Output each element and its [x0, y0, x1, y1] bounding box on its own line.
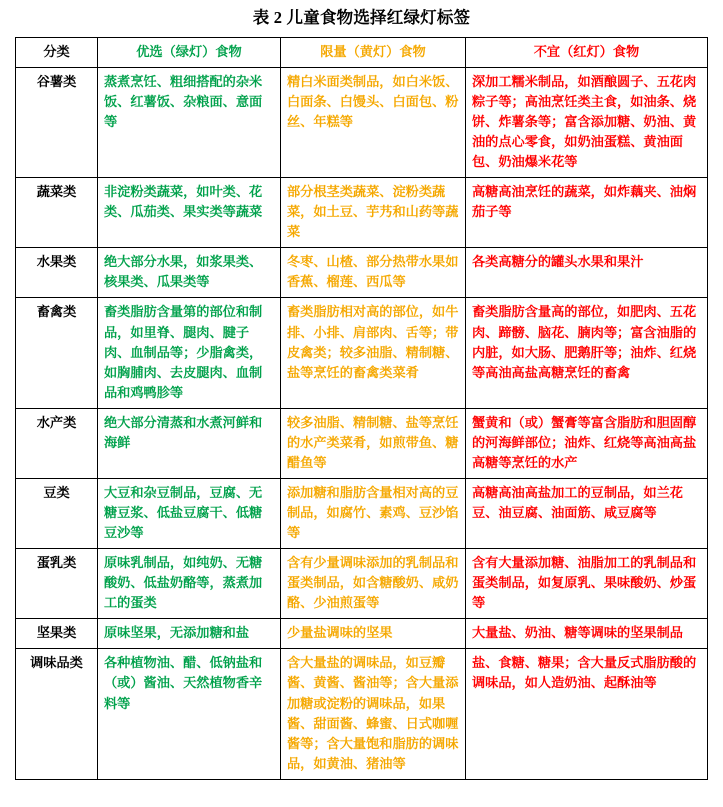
table-body — [16, 67, 708, 779]
cell-yellow: 冬枣、山楂、部分热带水果如香蕉、榴莲、西瓜等 — [281, 248, 466, 298]
cell-category: 畜禽类 — [16, 298, 98, 408]
cell-red: 各类高糖分的罐头水果和果汁 — [466, 248, 708, 298]
cell-green: 绝大部分清蒸和水煮河鲜和海鲜 — [98, 408, 281, 478]
table-row — [16, 408, 708, 478]
cell-red: 畜类脂肪含量高的部位，如肥肉、五花肉、蹄髈、脑花、腩肉等；富含油脂的内脏，如大肠、肥鹅肝等；油炸、红烧等高油高盐高糖烹饪的畜禽 — [466, 298, 708, 408]
cell-category: 谷薯类 — [16, 67, 98, 177]
cell-yellow: 含大量盐的调味品，如豆瓣酱、黄酱、酱油等；含大量添加糖或淀粉的调味品，如果酱、甜面酱、蜂蜜、日式咖喱酱等；含大量饱和脂肪的调味品，如黄油、猪油等 — [281, 649, 466, 779]
cell-green: 畜类脂肪含量第的部位和制品，如里脊、腿肉、腱子肉、血制品等；少脂禽类，如胸脯肉、去皮腿肉、血制品和鸡鸭胗等 — [98, 298, 281, 408]
cell-red: 大量盐、奶油、糖等调味的坚果制品 — [466, 619, 708, 649]
cell-green: 蒸煮烹饪、粗细搭配的杂米饭、红薯饭、杂粮面、意面等 — [98, 67, 281, 177]
table-row — [16, 478, 708, 548]
cell-category: 蛋乳类 — [16, 549, 98, 619]
table-row — [16, 248, 708, 298]
table-row — [16, 649, 708, 779]
table-title: 表 2 儿童食物选择红绿灯标签 — [252, 8, 471, 27]
cell-yellow: 畜类脂肪相对高的部位，如牛排、小排、肩部肉、舌等；带皮禽类；较多油脂、精制糖、盐等烹饪的畜禽类菜肴 — [281, 298, 466, 408]
cell-category: 蔬菜类 — [16, 178, 98, 248]
table-header — [16, 37, 708, 67]
header-cell-yellow: 限量（黄灯）食物 — [281, 37, 466, 67]
cell-yellow: 精白米面类制品，如白米饭、白面条、白馒头、白面包、粉丝、年糕等 — [281, 67, 466, 177]
cell-category: 坚果类 — [16, 619, 98, 649]
cell-green: 大豆和杂豆制品，豆腐、无糖豆浆、低盐豆腐干、低糖豆沙等 — [98, 478, 281, 548]
cell-red: 盐、食糖、糖果；含大量反式脂肪酸的调味品，如人造奶油、起酥油等 — [466, 649, 708, 779]
cell-red: 蟹黄和（或）蟹膏等富含脂肪和胆固醇的河海鲜部位；油炸、红烧等高油高盐高糖等烹饪的水产 — [466, 408, 708, 478]
cell-category: 豆类 — [16, 478, 98, 548]
cell-category: 水果类 — [16, 248, 98, 298]
cell-red: 含有大量添加糖、油脂加工的乳制品和蛋类制品，如复原乳、果味酸奶、炒蛋等 — [466, 549, 708, 619]
cell-red: 深加工糯米制品，如酒酿圆子、五花肉粽子等；高油烹饪类主食，如油条、烧饼、炸薯条等；富含添加糖、奶油、黄油的点心零食，如奶油蛋糕、黄油面包、奶油爆米花等 — [466, 67, 708, 177]
cell-green: 原味乳制品，如纯奶、无糖酸奶、低盐奶酪等，蒸煮加工的蛋类 — [98, 549, 281, 619]
header-row — [16, 37, 708, 67]
cell-red: 高糖高油烹饪的蔬菜，如炸藕夹、油焖茄子等 — [466, 178, 708, 248]
header-cell-category: 分类 — [16, 37, 98, 67]
table-row — [16, 619, 708, 649]
cell-green: 原味坚果，无添加糖和盐 — [98, 619, 281, 649]
table-row — [16, 298, 708, 408]
cell-yellow: 添加糖和脂肪含量相对高的豆制品，如腐竹、素鸡、豆沙馅等 — [281, 478, 466, 548]
table-row — [16, 549, 708, 619]
cell-yellow: 较多油脂、精制糖、盐等烹饪的水产类菜肴，如煎带鱼、糖醋鱼等 — [281, 408, 466, 478]
cell-category: 水产类 — [16, 408, 98, 478]
cell-yellow: 部分根茎类蔬菜、淀粉类蔬菜，如土豆、芋艿和山药等蔬菜 — [281, 178, 466, 248]
cell-green: 非淀粉类蔬菜，如叶类、花类、瓜茄类、果实类等蔬菜 — [98, 178, 281, 248]
header-cell-red: 不宜（红灯）食物 — [466, 37, 708, 67]
cell-yellow: 含有少量调味添加的乳制品和蛋类制品，如含糖酸奶、咸奶酪、少油煎蛋等 — [281, 549, 466, 619]
cell-red: 高糖高油高盐加工的豆制品，如兰花豆、油豆腐、油面筋、咸豆腐等 — [466, 478, 708, 548]
cell-category: 调味品类 — [16, 649, 98, 779]
food-traffic-light-table — [15, 37, 708, 780]
header-cell-green: 优选（绿灯）食物 — [98, 37, 281, 67]
cell-yellow: 少量盐调味的坚果 — [281, 619, 466, 649]
cell-green: 绝大部分水果，如浆果类、核果类、瓜果类等 — [98, 248, 281, 298]
cell-green: 各种植物油、醋、低钠盐和（或）酱油、天然植物香辛料等 — [98, 649, 281, 779]
table-row — [16, 67, 708, 177]
table-row — [16, 178, 708, 248]
